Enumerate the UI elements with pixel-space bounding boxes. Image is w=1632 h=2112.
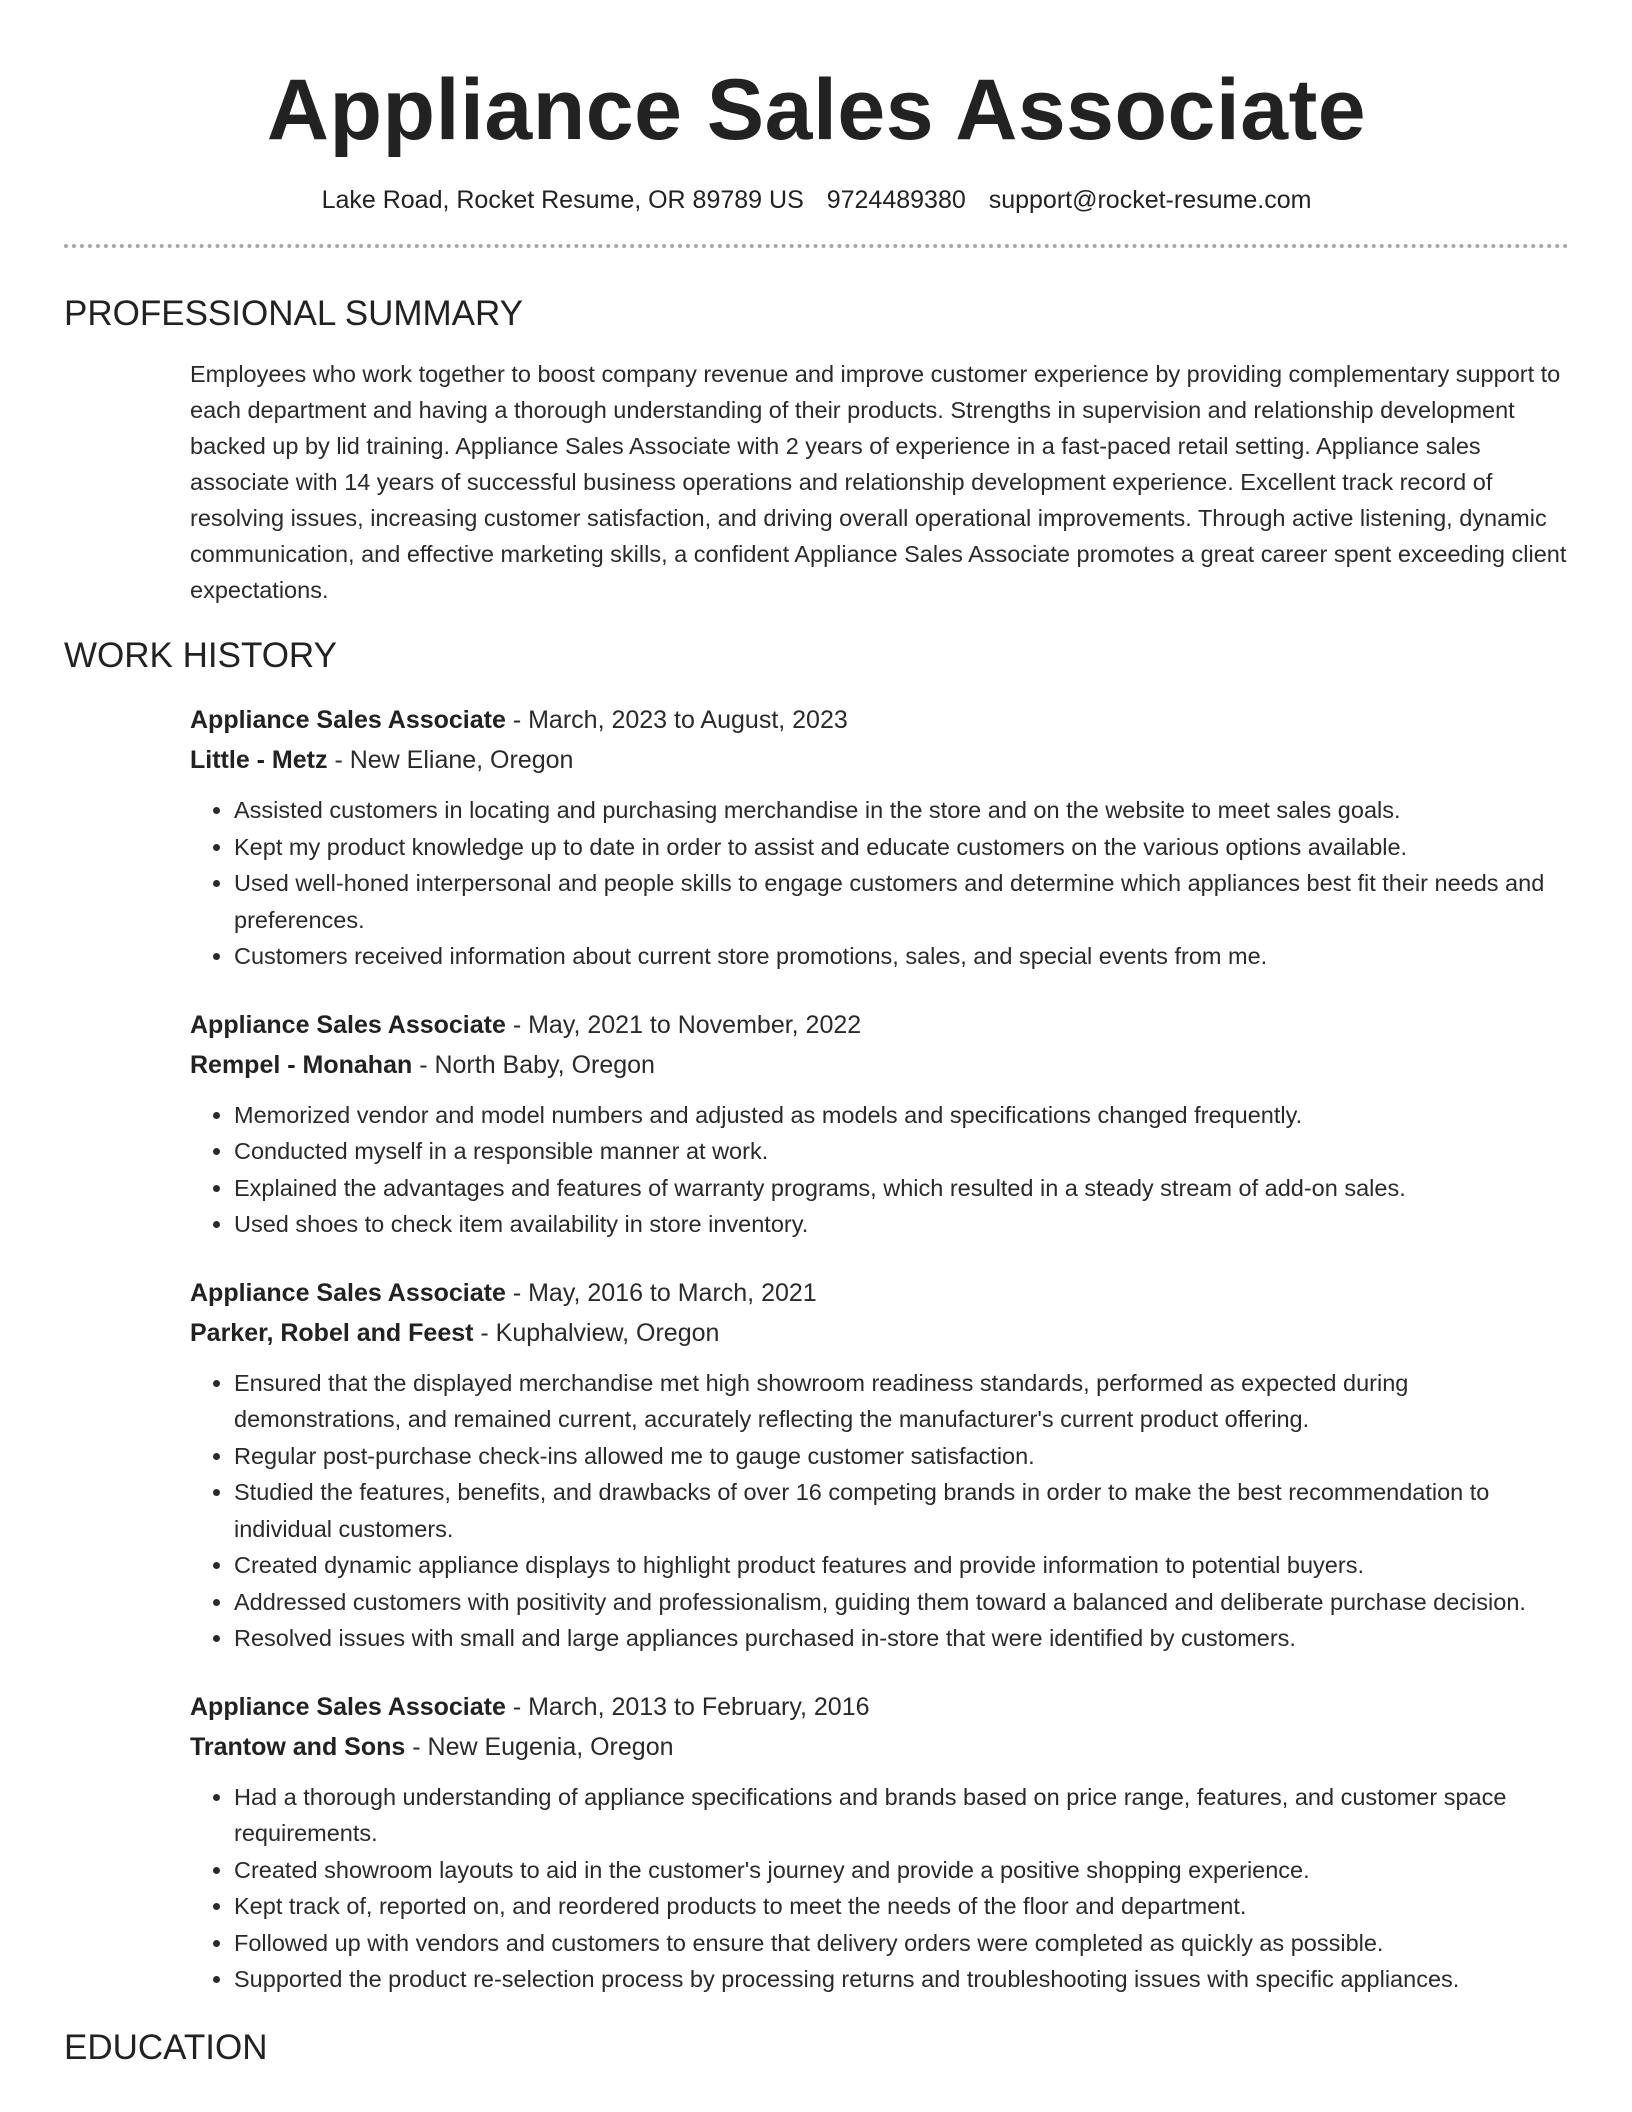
job-bullet: • Ensured that the displayed merchandise met high showroom readiness standards, performed as expected during demonstrations, and remained current, accurately reflecting the manufacturer's current product offering. (234, 1365, 1569, 1438)
job-bullet: • Explained the advantages and features of warranty programs, which resulted in a steady stream of add-on sales. (234, 1170, 1569, 1207)
summary-heading: PROFESSIONAL SUMMARY (64, 294, 523, 333)
job-bullets (190, 1779, 1569, 1998)
job-entry (190, 1273, 1569, 1657)
resume-page (64, 0, 1569, 2070)
job-company-line (190, 1727, 1569, 1767)
job-role: Appliance Sales Associate (190, 1692, 506, 1721)
job-title-line (190, 700, 1569, 740)
job-company-line (190, 1045, 1569, 1085)
job-company: Rempel - Monahan (190, 1050, 413, 1079)
job-bullet: • Conducted myself in a responsible manner at work. (234, 1133, 1569, 1170)
education-heading: EDUCATION (64, 2027, 268, 2067)
job-title-line (190, 1273, 1569, 1313)
job-location: - North Baby, Oregon (412, 1050, 655, 1079)
job-company: Parker, Robel and Feest (190, 1318, 474, 1347)
resume-name: Appliance Sales Associate (266, 62, 1367, 158)
job-company: Trantow and Sons (190, 1732, 406, 1761)
job-entry (190, 700, 1569, 975)
job-bullet: • Created showroom layouts to aid in the customer's journey and provide a positive shopping experience. (234, 1852, 1569, 1889)
summary-text: Employees who work together to boost company revenue and improve customer experience by providing complementary support to each department and having a thorough understanding of their products. Strengths in supervision and relationship development backed up by lid training. Appliance Sales Associate with 2 years of experience in a fast-paced retail setting. Appliance sales associate with 14 years of successful business operations and relationship development experience. Excellent track record of resolving issues, increasing customer satisfaction, and driving overall operational improvements. Through active listening, dynamic communication, and effective marketing skills, a confident Appliance Sales Associate promotes a great career spent exceeding client expectations. (190, 361, 1567, 603)
job-company-line (190, 1313, 1569, 1353)
job-dates: - March, 2013 to February, 2016 (505, 1692, 870, 1721)
job-title-line (190, 1005, 1569, 1045)
job-role: Appliance Sales Associate (190, 1010, 506, 1039)
job-location: - Kuphalview, Oregon (473, 1318, 720, 1347)
job-entry (190, 1687, 1569, 1998)
job-bullet: • Kept my product knowledge up to date in order to assist and educate customers on the various options available. (234, 829, 1569, 866)
job-bullet: • Had a thorough understanding of appliance specifications and brands based on price range, features, and customer space requirements. (234, 1779, 1569, 1852)
job-bullets (190, 1097, 1569, 1243)
job-bullet: • Created dynamic appliance displays to highlight product features and provide information to potential buyers. (234, 1547, 1569, 1584)
job-dates: - May, 2016 to March, 2021 (505, 1278, 817, 1307)
job-company-line (190, 740, 1569, 780)
job-company: Little - Metz (190, 746, 328, 774)
job-bullet: • Customers received information about current store promotions, sales, and special events from me. (234, 938, 1569, 975)
job-bullets (190, 792, 1569, 975)
contact-line (64, 184, 1569, 216)
job-location: - New Eugenia, Oregon (405, 1732, 674, 1761)
job-bullet: • Memorized vendor and model numbers and adjusted as models and specifications changed frequently. (234, 1097, 1569, 1134)
job-bullet: • Regular post-purchase check-ins allowed me to gauge customer satisfaction. (234, 1438, 1569, 1475)
job-entry (190, 1005, 1569, 1243)
job-location: - New Eliane, Oregon (327, 746, 574, 774)
job-bullet: • Kept track of, reported on, and reordered products to meet the needs of the floor and department. (234, 1888, 1569, 1925)
job-bullets (190, 1365, 1569, 1657)
contact-address: Lake Road, Rocket Resume, OR 89789 US (321, 186, 804, 214)
job-bullet: • Resolved issues with small and large appliances purchased in-store that were identified by customers. (234, 1620, 1569, 1657)
job-role: Appliance Sales Associate (190, 706, 506, 734)
job-role: Appliance Sales Associate (190, 1278, 506, 1307)
job-bullet: • Used well-honed interpersonal and people skills to engage customers and determine which appliances best fit their needs and preferences. (234, 865, 1569, 938)
job-dates: - May, 2021 to November, 2022 (505, 1010, 862, 1039)
job-bullet: • Used shoes to check item availability in store inventory. (234, 1206, 1569, 1243)
contact-phone: 9724489380 (826, 186, 966, 214)
job-bullet: • Supported the product re-selection process by processing returns and troubleshooting issues with specific appliances. (234, 1961, 1569, 1998)
job-bullet: • Studied the features, benefits, and drawbacks of over 16 competing brands in order to make the best recommendation to individual customers. (234, 1474, 1569, 1547)
header-divider (64, 244, 1569, 248)
job-bullet: • Assisted customers in locating and purchasing merchandise in the store and on the website to meet sales goals. (234, 792, 1569, 829)
job-bullet: • Addressed customers with positivity and professionalism, guiding them toward a balanced and deliberate purchase decision. (234, 1584, 1569, 1621)
work-history-heading: WORK HISTORY (64, 636, 337, 675)
job-dates: - March, 2023 to August, 2023 (505, 706, 848, 734)
job-bullet: • Followed up with vendors and customers to ensure that delivery orders were completed as quickly as possible. (234, 1925, 1569, 1962)
contact-email: support@rocket-resume.com (988, 186, 1312, 214)
job-title-line (190, 1687, 1569, 1727)
